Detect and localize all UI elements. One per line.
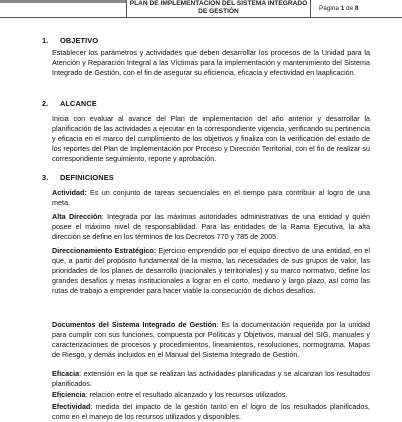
definition-direccionamiento (52, 246, 370, 296)
definition-text: : relación entre el resultado alcanzado y los recursos utilizados. (85, 390, 288, 399)
definition-text: : Integrada por las máximas autoridades administrativas de una entidad y quién posee el máximo nivel de responsabilidad. Para las entidades de la Rama Ejecutiva, la alta dirección se define en los términos de los Decretos 770 y 785 de 2005. (52, 212, 370, 241)
definition-text: : medida del impacto de la gestión tanto en el logro de los resultados planificados, como en el manejo de los recursos utilizados y disponibles. (52, 402, 370, 421)
section-title: ALCANCE (60, 99, 97, 108)
header-title-line2: DE GESTIÓN (198, 7, 239, 15)
definition-eficiencia (52, 390, 370, 400)
objetivo-text: Establecer los parámetros y actividades que deben desarrollar los procesos de la Unidad para la Atención y Reparación Integral a las Víctimas para la implementación y mantenimiento del Sistema Integrado de Gestión, con el fin de asegurar su eficiencia, eficacia y efectividad en laaplicación. (52, 48, 370, 77)
page-sep: de (344, 5, 355, 12)
definition-term: Alta Dirección (52, 212, 102, 221)
definition-alta-direccion (52, 212, 370, 242)
header-title-line1: PLAN DE IMPLEMENTACIÓN DEL SISTEMA INTEGRADO (129, 0, 308, 7)
section-number: 1. (42, 36, 49, 45)
definition-actividad (52, 188, 370, 208)
page-indicator (311, 0, 402, 17)
header-logo-cell (0, 0, 127, 17)
page-prefix: Página (319, 5, 341, 12)
page-total: 8 (354, 5, 359, 12)
section-heading-alcance (42, 99, 97, 108)
definition-term: Eficacia (52, 369, 80, 378)
definition-term: Actividad: (52, 188, 87, 197)
definition-efectividad (52, 402, 370, 422)
definition-term: Documentos del Sistema Integrado de Gestión (52, 320, 217, 329)
definition-documentos-sig (52, 320, 370, 360)
definition-term: Eficiencia (52, 390, 86, 399)
definition-text: Ejercicio emprendido por el equipo directivo de una entidad, en el que, a partir del propósito fundamental de la misma, las necesidades de sus grupos de valor, las prioridades de los planes de desarrollo (nacionales y territoriales) y su marco normativo, define los grandes desafíos y metas institucionales a lograr en el corto, mediano y largo plazo, así como las rutas de trabajo a emprender para hacer viable la consecución de dichos desafíos. (52, 246, 370, 295)
section-title: OBJETIVO (60, 36, 99, 45)
section-title: DEFINICIONES (60, 173, 114, 182)
definition-term: Direccionamiento Estratégico: (52, 246, 157, 255)
section-heading-definiciones (42, 173, 114, 182)
definition-term: Efectividad (52, 402, 91, 411)
section-number: 2. (42, 99, 49, 108)
document-header (0, 0, 402, 18)
header-title (127, 0, 311, 17)
page-current: 1 (340, 5, 345, 12)
alcance-text: Inicia con evaluar al avance del Plan de implementación del año anterior y desarrollar la planificación de las actividades a ejecutar en la correspondiente vigencia, verificando su pertinencia y eficacia en el marco del cumplimiento de los objetivos y finaliza con la verificación del estado de los reportes del Plan de Implementación por Proceso y Dirección Territorial, con el fin de realizar su correspondiente seguimiento, reporte y aprobación. (52, 114, 370, 163)
definition-eficacia (52, 369, 370, 389)
definition-text: : extensión en la que se realizan las actividades planificadas y se alcanzan los resultados planificados. (52, 369, 370, 388)
section-heading-objetivo (42, 36, 98, 45)
header-logo-bar (0, 0, 126, 3)
definition-text: Es un conjunto de tareas secuenciales en el tiempo para contribuir al logro de una meta. (52, 188, 370, 207)
definition-text: : Es la documentación requerida por la unidad para cumplir con sus funciones, compuesta por Políticas y Objetivos, manual del SIG, manuales y caracterizaciones de procesos y procedimientos, lineamientos, resoluciones, normograma, Mapas de Riesgo, y demás incluidos en el Manual del Sistema Integrado de Gestión. (52, 320, 370, 359)
section-number: 3. (42, 173, 49, 182)
